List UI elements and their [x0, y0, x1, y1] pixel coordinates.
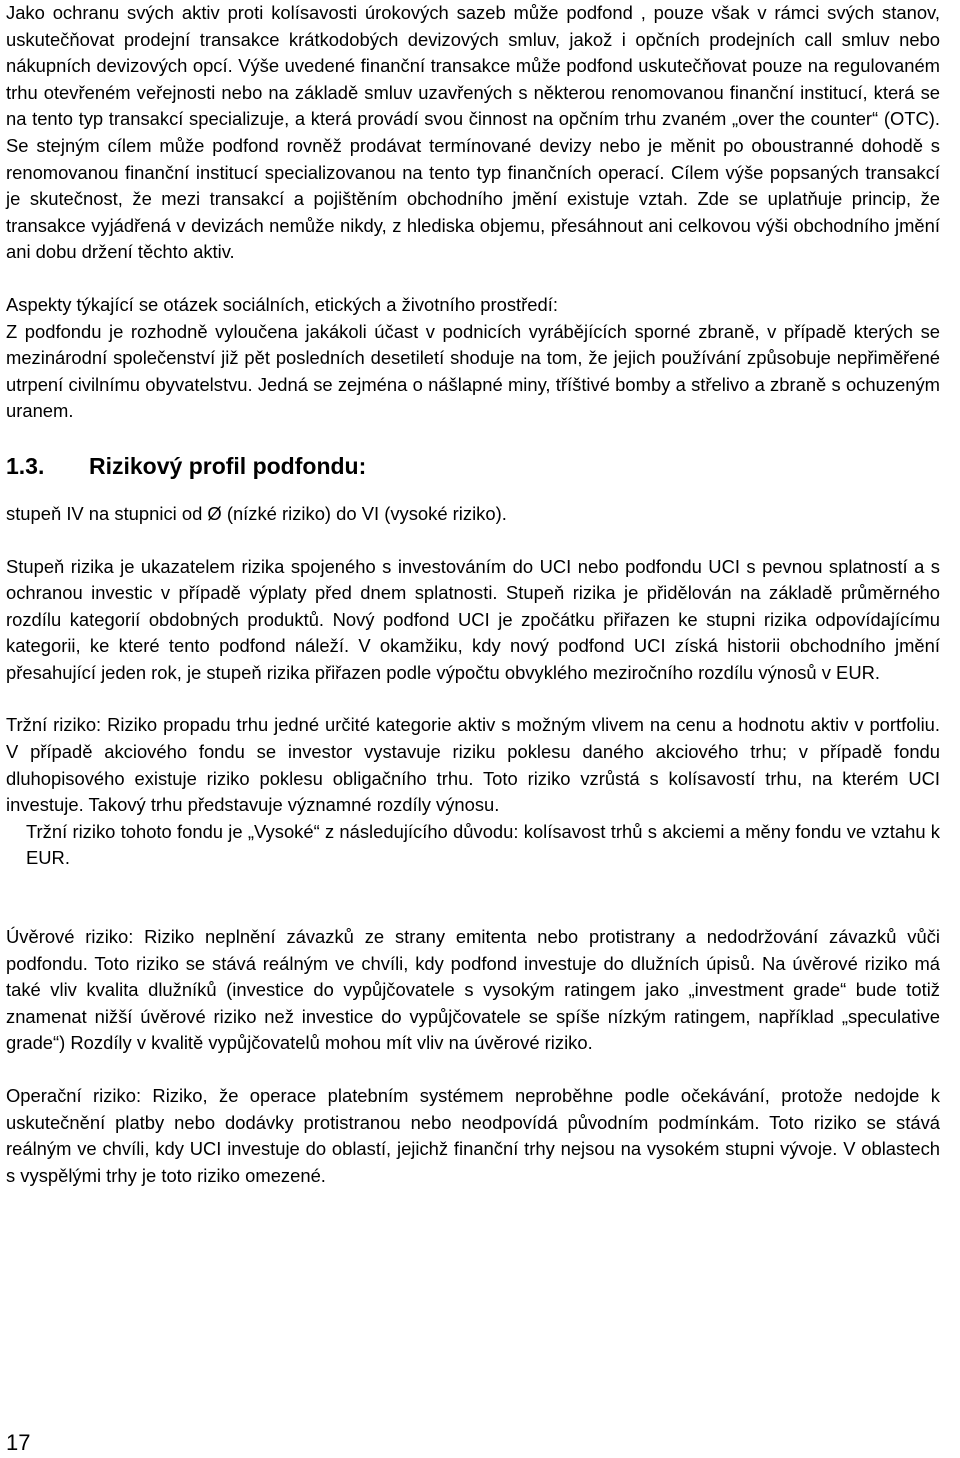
document-page: [6, 0, 940, 1189]
paragraph-market-risk: Tržní riziko: Riziko propadu trhu jedné určité kategorie aktiv s možným vlivem na cenu a hodnotu aktiv v portfoliu. V případě akciového fondu se investor vystavuje riziku poklesu daného akciového trhu; v případě fondu dluhopisového existuje riziko poklesu obligačního trhu. Toto riziko vzrůstá s kolísavostí trhu, na kterém UCI investuje. Takový trhu představuje významné rozdíly výnosu.: [6, 714, 940, 816]
paragraph-risk-step: stupeň IV na stupnici od Ø (nízké riziko) do VI (vysoké riziko).: [6, 502, 507, 524]
section-number: 1.3.: [6, 452, 45, 479]
paragraph-operational-risk: Operační riziko: Riziko, že operace platebním systémem neproběhne podle očekávání, protože nedojde k uskutečnění platby nebo dodávky protistranou nebo neodpovídá původním podmínkám. Toto riziko se stává reálným ve chvíli, kdy UCI investuje do oblastí, jejichž finanční trhy nejsou na vysokém stupni vývoje. V oblastech s vyspělými trhy je toto riziko omezené.: [6, 1085, 940, 1186]
section-title: Rizikový profil podfondu:: [89, 452, 367, 479]
aspects-title: Aspekty týkající se otázek sociálních, etických a životního prostředí:: [6, 293, 558, 315]
paragraph-credit-risk: Úvěrové riziko: Riziko neplnění závazků ze strany emitenta nebo protistrany a nedodržování závazků vůči podfondu. Toto riziko se stává reálným ve chvíli, kdy podfond investuje do dlužních úpisů. Na úvěrové riziko má také vliv kvalita dlužníků (investice do vypůjčovatele s vysokým ratingem jako „investment grade“ bude totiž znamenat nižší úvěrové riziko než investice do vypůjčovatele se spíše nízkým ratingem, například „speculative grade“) Rozdíly v kvalitě vypůjčovatelů mohou mít vliv na úvěrové riziko.: [6, 926, 940, 1054]
paragraph-market-risk-fund: Tržní riziko tohoto fondu je „Vysoké“ z následujícího důvodu: kolísavost trhů s akciemi a měny fondu ve vztahu k EUR.: [26, 820, 940, 869]
section-heading: [6, 451, 940, 481]
paragraph-aspects-body: Z podfondu je rozhodně vyloučena jakákoli účast v podnicích vyrábějících sporné zbraně, v případě kterých se mezinárodní společenství již pět posledních desetiletí shoduje na tom, že jejich používání způsobuje nepřiměřené utrpení civilnímu obyvatelstvu. Jedná se zejména o nášlapné miny, tříštivé bomby a střelivo a zbraně s ochuzeným uranem.: [6, 320, 940, 422]
paragraph-risk-grade: Stupeň rizika je ukazatelem rizika spojeného s investováním do UCI nebo podfondu UCI s pevnou splatností a s ochranou investic v případě výplaty před dnem splatnosti. Stupeň rizika je přidělován na základě průměrného rozdílu kategorií obdobných produktů. Nový podfond UCI je zpočátku přiřazen ke stupni rizika odpovídajícímu kategorii, ke které tento podfond náleží. V okamžiku, kdy nový podfond UCI získá historii obchodního jmění přesahující jeden rok, je stupeň rizika přiřazen podle výpočtu obvyklého meziročního rozdílu výnosů v EUR.: [6, 555, 940, 683]
paragraph-options-hedging: Jako ochranu svých aktiv proti kolísavosti úrokových sazeb může podfond , pouze však v rámci svých stanov, uskutečňovat prodejní transakce krátkodobých devizových smluv, jakož i opčních prodejních call smluv nebo nákupních devizových opcí. Výše uvedené finanční transakce může podfond uskutečňovat pouze na regulovaném trhu otevřeném veřejnosti nebo na základě smluv uzavřených s některou renomovanou finanční institucí, která se na tento typ transakcí specializuje, a která provádí svou činnost na opčním trhu zvaném „over the counter“ (OTC). Se stejným cílem může podfond rovněž prodávat termínované devizy nebo je měnit po oboustranné dohodě s renomovanou finanční institucí specializovanou na tento typ finančních operací. Cílem výše popsaných transakcí je skutečnost, že mezi transakcí a pojištěním obchodního jmění existuje vztah. Zde se uplatňuje princip, že transakce vyjádřená v devizách nemůže nikdy, z hlediska objemu, přesáhnout ani celkovou výši obchodního jmění ani dobu držení těchto aktiv.: [6, 2, 940, 263]
page-number: 17: [6, 1430, 31, 1455]
